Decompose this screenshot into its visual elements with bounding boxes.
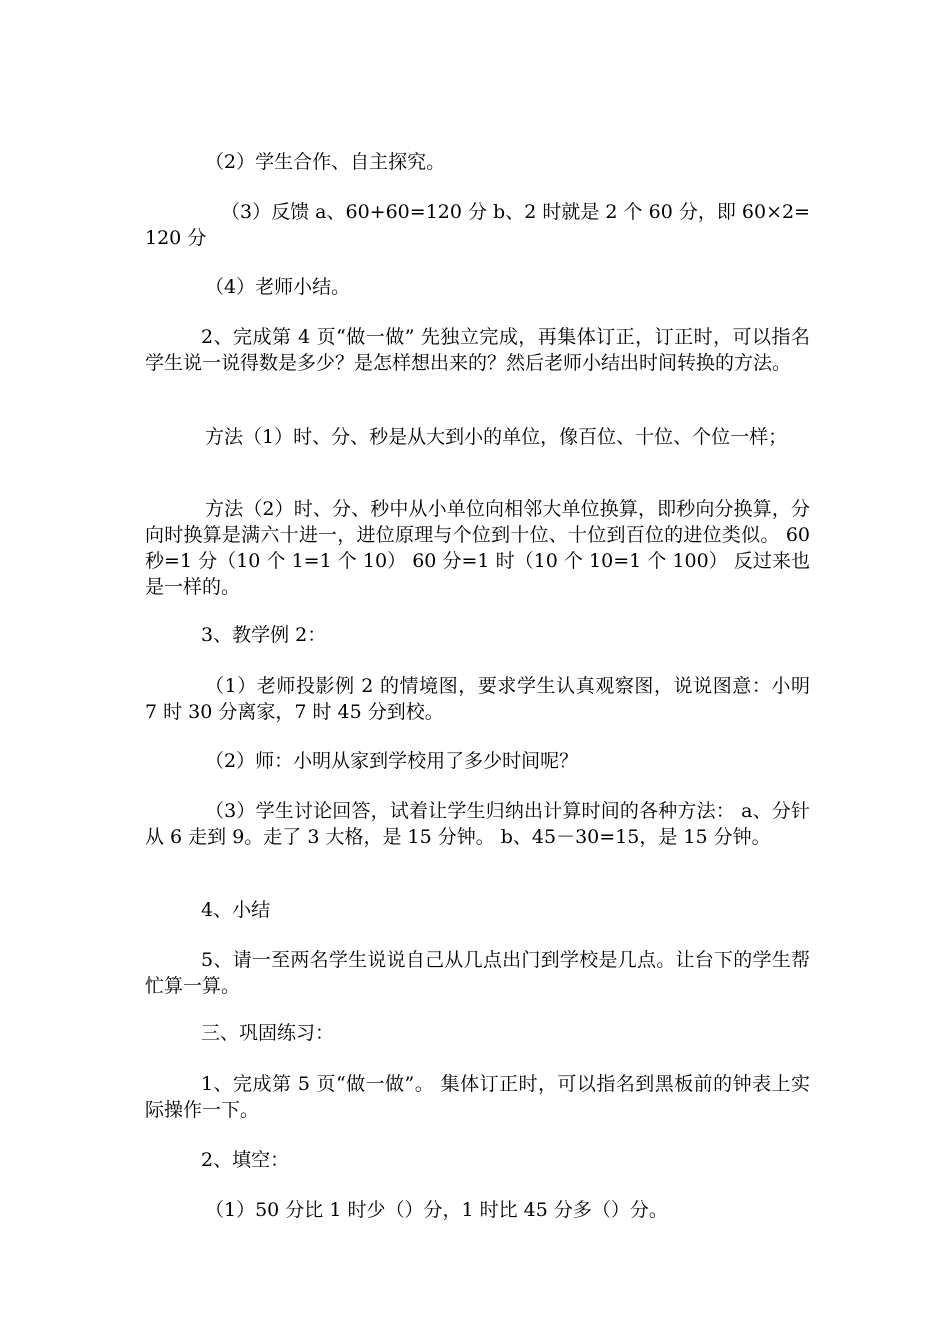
paragraph-teacher-summary: （4）老师小结。	[205, 276, 351, 298]
paragraph-feedback: （3）反馈 a、60+60=120 分 b、2 时就是 2 个 60 分，即 60×2=120 分	[145, 201, 810, 249]
paragraph-fill-blank-1: （1）50 分比 1 时少（）分，1 时比 45 分多（）分。	[205, 1199, 668, 1221]
paragraph-method-2: 方法（2）时、分、秒中从小单位向相邻大单位换算，即秒向分换算，分向时换算是满六十进一，进位原理与个位到十位、十位到百位的进位类似。 60 秒=1 分（10 个 1=1 个 10） 60 分=1 时（10 个 10=1 个 100） 反过来也是一样的。	[145, 498, 810, 598]
paragraph-step-2: （2）学生合作、自主探究。	[205, 151, 446, 173]
paragraph-example-2-step-2: （2）师：小明从家到学校用了多少时间呢？	[205, 750, 579, 772]
paragraph-exercise-page-5: 1、完成第 5 页“做一做”。 集体订正时，可以指名到黑板前的钟表上实际操作一下。	[145, 1073, 810, 1121]
paragraph-fill-blank-heading: 2、填空：	[201, 1149, 290, 1171]
paragraph-example-2-step-1: （1）老师投影例 2 的情境图，要求学生认真观察图，说说图意：小明 7 时 30 分离家，7 时 45 分到校。	[145, 675, 810, 723]
paragraph-example-2-step-3: （3）学生讨论回答，试着让学生归纳出计算时间的各种方法： a、分针从 6 走到 9。走了 3 大格，是 15 分钟。 b、45－30=15，是 15 分钟。	[145, 800, 810, 848]
paragraph-example-2-heading: 3、教学例 2：	[201, 624, 327, 646]
paragraph-activity-5: 5、请一至两名学生说说自己从几点出门到学校是几点。让台下的学生帮忙算一算。	[145, 949, 810, 997]
paragraph-method-1: 方法（1）时、分、秒是从大到小的单位，像百位、十位、个位一样；	[205, 426, 788, 448]
paragraph-section-3-heading: 三、巩固练习：	[201, 1022, 335, 1044]
paragraph-exercise-page-4: 2、完成第 4 页“做一做” 先独立完成，再集体订正，订正时，可以指名学生说一说得数是多少？是怎样想出来的？然后老师小结出时间转换的方法。	[145, 326, 810, 374]
paragraph-summary-4: 4、小结	[201, 899, 271, 921]
